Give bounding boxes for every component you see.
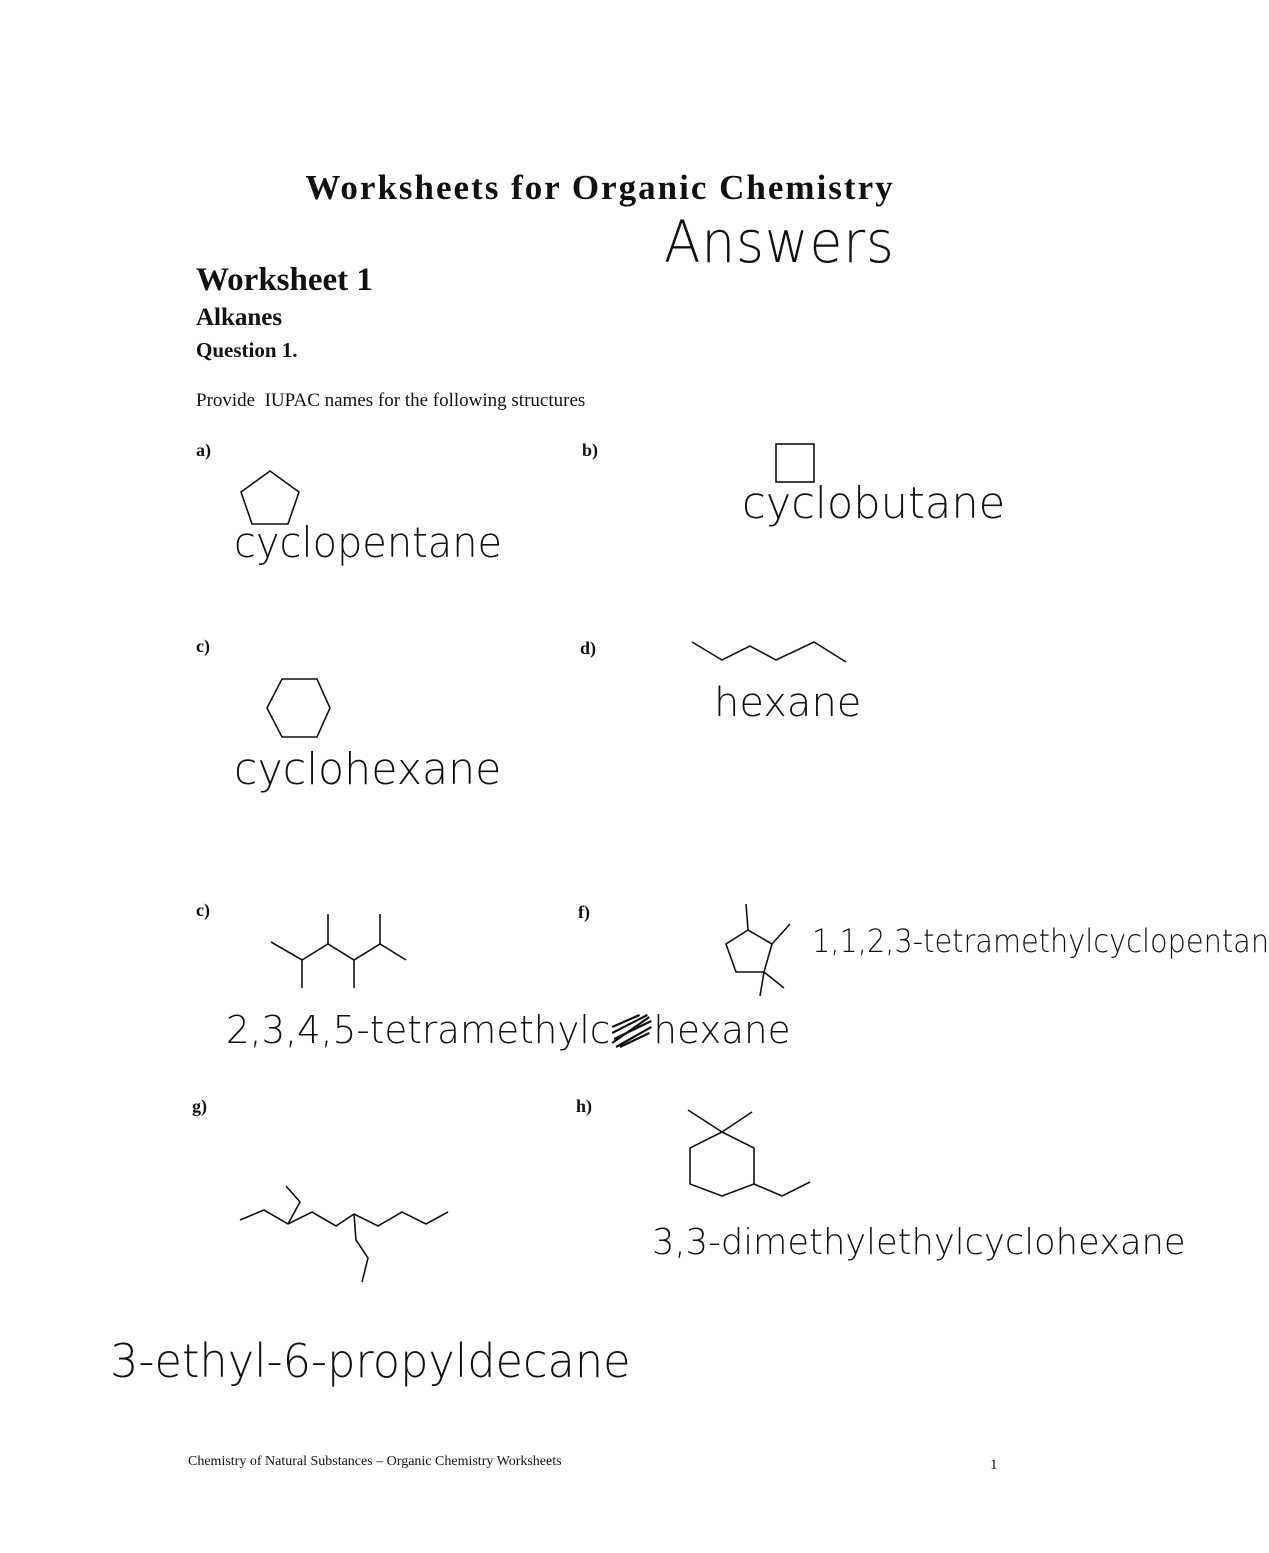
page-number: 1 xyxy=(990,1457,998,1473)
scribble-mark xyxy=(610,1013,653,1049)
answer-e-start: 2,3,4,5-tetramethylc xyxy=(226,1008,611,1052)
structure-g-branched-decane xyxy=(236,1184,452,1296)
answer-d: hexane xyxy=(714,680,862,726)
item-c-label: c) xyxy=(196,636,210,656)
item-d-label: d) xyxy=(580,638,597,658)
question-label: Question 1. xyxy=(196,338,298,362)
item-h-label: h) xyxy=(576,1096,593,1116)
structure-h-substituted-cyclohexane xyxy=(682,1104,814,1202)
structure-f-substituted-cyclopentane xyxy=(720,900,794,1000)
topic-heading: Alkanes xyxy=(196,304,283,331)
answer-a: cyclopentane xyxy=(234,518,503,567)
instruction-text: Provide IUPAC names for the following structures xyxy=(196,390,586,411)
answer-e xyxy=(226,1008,791,1052)
answers-annotation: Answers xyxy=(664,208,895,276)
document-title: Worksheets for Organic Chemistry xyxy=(305,168,895,207)
footer-text: Chemistry of Natural Substances – Organic Chemistry Worksheets xyxy=(188,1454,562,1469)
structure-d-zigzag-chain xyxy=(690,636,850,666)
item-a-label: a) xyxy=(196,440,211,460)
item-g-label: g) xyxy=(192,1096,207,1116)
structure-e-branched-chain xyxy=(268,910,410,994)
item-f-label: f) xyxy=(578,902,590,922)
item-e-label: c) xyxy=(196,900,210,920)
structure-c-cyclohexane xyxy=(262,676,334,740)
answer-h: 3,3-dimethylethylcyclohexane xyxy=(652,1222,1186,1263)
answer-e-end: hexane xyxy=(653,1008,791,1052)
answer-g: 3-ethyl-6-propyldecane xyxy=(110,1334,631,1388)
answer-c: cyclohexane xyxy=(234,744,502,795)
answer-f: 1,1,2,3-tetramethylcyclopentan xyxy=(812,922,1269,960)
item-b-label: b) xyxy=(582,440,599,460)
worksheet-heading: Worksheet 1 xyxy=(196,262,373,298)
answer-b: cyclobutane xyxy=(742,478,1006,529)
